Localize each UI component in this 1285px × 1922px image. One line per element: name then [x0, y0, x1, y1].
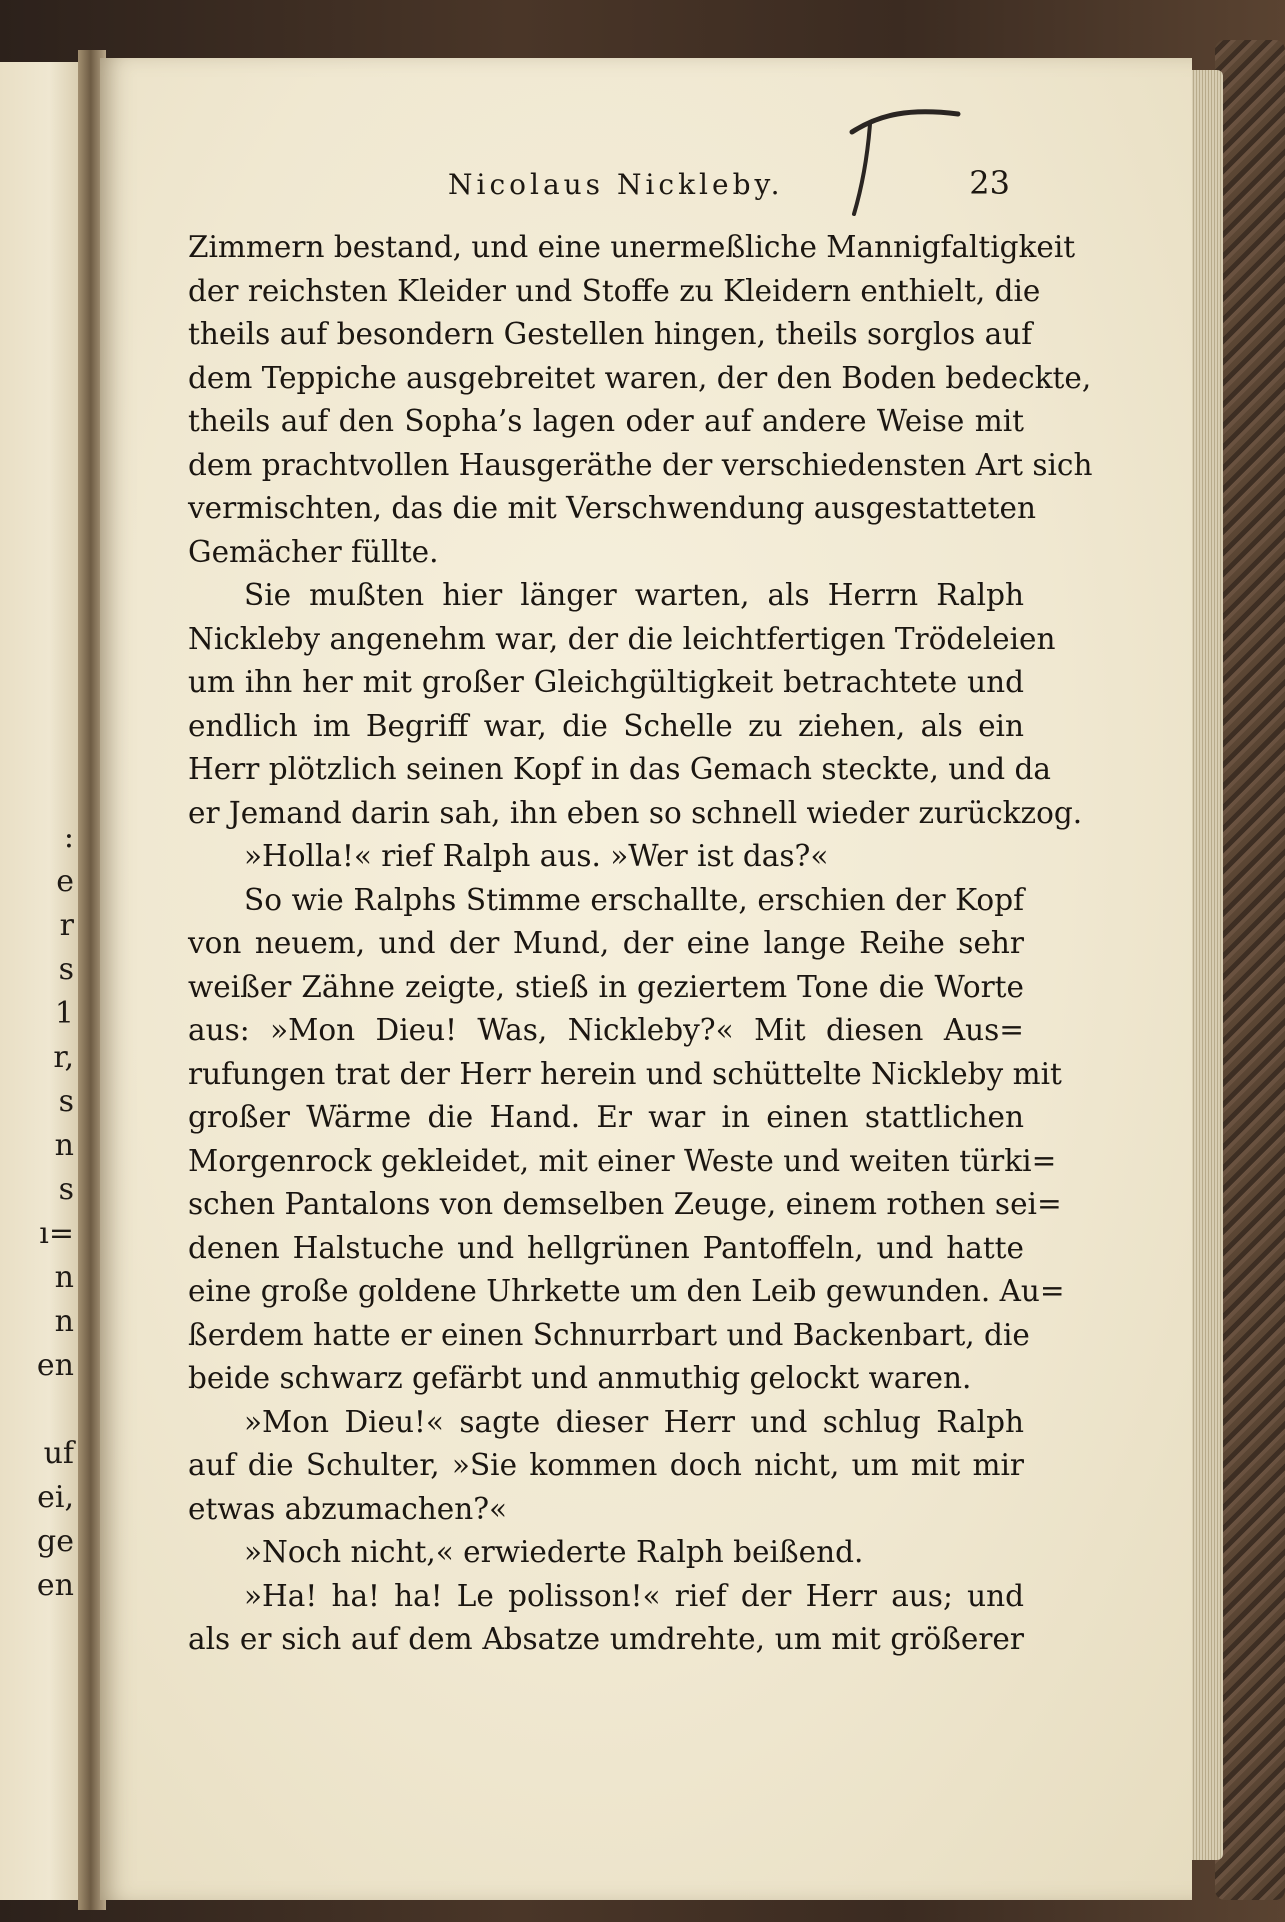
page-number: 23: [969, 164, 1010, 202]
text-line: Zimmern bestand, und eine unermeßliche Mannigfaltigkeit: [188, 230, 1076, 264]
left-page-fragment: en: [36, 1568, 74, 1603]
left-page-fragment: ei,: [37, 1480, 74, 1515]
left-page-fragment: :: [63, 820, 74, 855]
left-page-fragment: n: [54, 1304, 74, 1339]
text-line: vermischten, das die mit Verschwendung ausgestatteten: [188, 491, 1036, 525]
left-page-fragment: ge: [37, 1524, 74, 1559]
text-line: weißer Zähne zeigte, stieß in geziertem Tone die Worte: [188, 969, 1024, 1004]
text-line: aus: »Mon Dieu! Was, Nickleby?« Mit diesen Aus=: [188, 1013, 1024, 1047]
text-line: »Holla!« rief Ralph aus. »Wer ist das?«: [244, 839, 829, 873]
text-line: rufungen trat der Herr herein und schüttelte Nickleby mit: [188, 1056, 1062, 1091]
left-page-fragment: e: [56, 864, 74, 899]
left-page-fragment: uf: [43, 1436, 74, 1471]
text-line: denen Halstuche und hellgrünen Pantoffeln, und hatte: [188, 1230, 1024, 1265]
text-line: um ihn her mit großer Gleichgültigkeit betrachtete und: [188, 665, 1024, 699]
text-line: Gemächer füllte.: [188, 534, 439, 569]
text-line: Herr plötzlich seinen Kopf in das Gemach steckte, und da: [188, 752, 1051, 786]
cover-spine-edge: [1215, 40, 1285, 1900]
text-line: dem Teppiche ausgebreitet waren, der den Boden bedeckte,: [188, 360, 1092, 395]
text-line: Sie mußten hier länger warten, als Herrn Ralph: [244, 578, 1024, 612]
text-line: endlich im Begriff war, die Schelle zu ziehen, als ein: [188, 708, 1024, 743]
text-line: theils auf den Sopha’s lagen oder auf andere Weise mit: [188, 404, 1024, 438]
left-page-fragment: r,: [53, 1040, 74, 1075]
running-title: Nicolaus Nickleby.: [448, 168, 784, 201]
body-text: [188, 226, 1093, 1662]
text-line: etwas abzumachen?«: [188, 1491, 508, 1526]
text-line: eine große goldene Uhrkette um den Leib gewunden. Au=: [188, 1274, 1065, 1308]
text-line: dem prachtvollen Hausgeräthe der verschiedensten Art sich: [188, 447, 1093, 482]
text-line: großer Wärme die Hand. Er war in einen stattlichen: [188, 1100, 1024, 1134]
left-page-fragment: ı=: [39, 1216, 74, 1251]
text-line: ßerdem hatte er einen Schnurrbart und Backenbart, die: [188, 1317, 1030, 1352]
text-line: der reichsten Kleider und Stoffe zu Kleidern enthielt, die: [188, 273, 1041, 308]
left-page-fragment: r: [59, 908, 74, 943]
text-line: als er sich auf dem Absatze umdrehte, um mit größerer: [188, 1622, 1024, 1656]
left-page-fragment: s: [58, 1172, 74, 1207]
text-line: theils auf besondern Gestellen hingen, theils sorglos auf: [188, 317, 1033, 351]
text-line: er Jemand darin sah, ihn eben so schnell wieder zurückzog.: [188, 795, 1083, 830]
text-line: auf die Schulter, »Sie kommen doch nicht, um mit mir: [188, 1448, 1024, 1482]
text-line: Nickleby angenehm war, der die leichtfertigen Trödeleien: [188, 621, 1056, 656]
left-page-fragment: en: [36, 1348, 74, 1383]
left-page-fragment: n: [54, 1260, 74, 1295]
text-line: »Ha! ha! ha! Le polisson!« rief der Herr aus; und: [244, 1578, 1024, 1613]
text-line: »Mon Dieu!« sagte dieser Herr und schlug Ralph: [244, 1404, 1024, 1439]
left-page-fragment: s: [58, 1084, 74, 1119]
text-line: beide schwarz gefärbt und anmuthig gelockt waren.: [188, 1361, 972, 1395]
page-header: [190, 164, 1020, 212]
left-page-fragment: s: [58, 952, 74, 987]
text-line: »Noch nicht,« erwiederte Ralph beißend.: [244, 1535, 864, 1569]
left-page-fragment: n: [54, 1128, 74, 1163]
text-line: Morgenrock gekleidet, mit einer Weste und weiten türki=: [188, 1143, 1057, 1178]
left-page-fragment: 1: [54, 996, 74, 1031]
left-page: [0, 62, 82, 1900]
text-line: von neuem, und der Mund, der eine lange Reihe sehr: [188, 926, 1024, 960]
text-line: So wie Ralphs Stimme erschallte, erschien der Kopf: [244, 882, 1024, 917]
text-line: schen Pantalons von demselben Zeuge, einem rothen sei=: [188, 1187, 1062, 1221]
